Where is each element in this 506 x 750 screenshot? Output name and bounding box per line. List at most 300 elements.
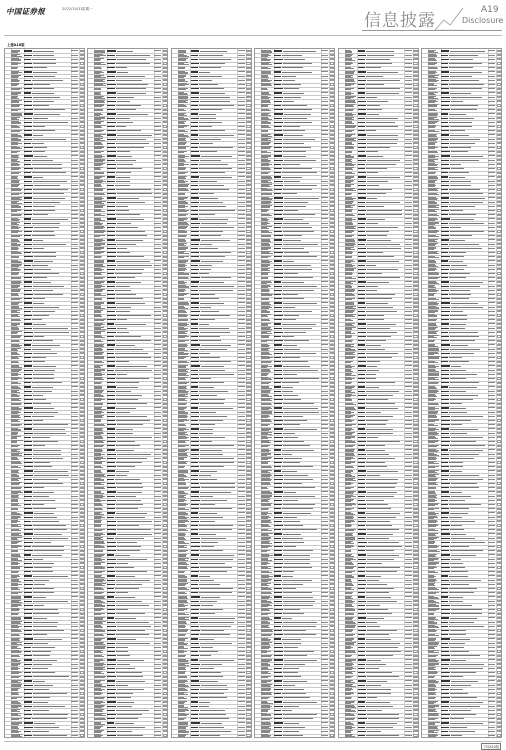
announcement-type-cell	[274, 571, 282, 572]
page-ref-cell	[80, 596, 85, 598]
date-cell	[238, 227, 245, 228]
fund-name-cell	[345, 318, 357, 321]
page-ref-cell	[330, 730, 335, 732]
page-ref-cell	[163, 117, 168, 119]
announcement-type-cell	[274, 416, 282, 417]
announcement-type-cell	[358, 622, 365, 623]
announcement-title-cell	[34, 550, 64, 551]
announcement-type-cell	[358, 113, 366, 114]
announcement-title-cell	[284, 198, 319, 199]
date-cell	[154, 500, 161, 501]
fund-name-cell	[11, 495, 23, 498]
page-ref-cell	[163, 709, 168, 711]
fund-name-cell	[345, 247, 357, 250]
announcement-type-cell	[191, 546, 200, 547]
fund-name-cell	[261, 184, 273, 187]
fund-name-cell	[345, 532, 357, 535]
announcement-title-cell	[199, 660, 234, 661]
announcement-title-cell	[199, 391, 228, 392]
page-ref-cell	[80, 445, 85, 447]
page-ref-cell	[330, 230, 335, 232]
fund-name-cell	[11, 679, 23, 682]
announcement-title-cell	[199, 67, 221, 68]
announcement-title-cell	[282, 105, 307, 106]
fund-name-cell	[94, 503, 106, 506]
fund-name-cell	[345, 129, 357, 132]
date-cell	[154, 227, 161, 228]
page-ref-cell	[163, 415, 168, 417]
announcement-title-cell	[283, 630, 305, 631]
announcement-title-cell	[367, 676, 399, 677]
announcement-title-cell	[199, 84, 218, 85]
fund-name-cell	[261, 175, 273, 178]
announcement-type-cell	[191, 609, 199, 610]
date-cell	[154, 487, 161, 488]
date-cell	[238, 210, 245, 211]
fund-name-cell	[11, 457, 23, 460]
page-ref-cell	[246, 604, 251, 606]
fund-name-cell	[11, 100, 23, 103]
date-cell	[154, 256, 161, 257]
announcement-title-cell	[32, 160, 53, 161]
page-ref-cell	[80, 646, 85, 648]
announcement-type-cell	[441, 67, 448, 68]
announcement-type-cell	[274, 244, 282, 245]
fund-name-cell	[94, 360, 106, 363]
fund-name-cell	[345, 213, 357, 216]
announcement-type-cell	[191, 164, 199, 165]
fund-name-cell	[261, 406, 273, 409]
announcement-type-cell	[274, 340, 283, 341]
page-ref-cell	[80, 524, 85, 526]
announcement-type-cell	[358, 256, 366, 257]
fund-name-cell	[261, 583, 273, 586]
fund-name-cell	[345, 171, 357, 174]
page-ref-cell	[246, 159, 251, 161]
fund-name-cell	[261, 394, 273, 397]
page-ref-cell	[246, 394, 251, 396]
date-cell	[238, 626, 245, 627]
announcement-title-cell	[367, 433, 392, 434]
page-ref-cell	[80, 113, 85, 115]
announcement-title-cell	[201, 311, 220, 312]
fund-name-cell	[261, 591, 273, 594]
date-cell	[71, 80, 78, 81]
page-ref-cell	[163, 726, 168, 728]
date-cell	[321, 134, 328, 135]
date-cell	[238, 50, 245, 51]
fund-name-cell	[94, 654, 106, 657]
fund-name-cell	[94, 138, 106, 141]
fund-name-cell	[178, 142, 190, 145]
announcement-type-cell	[107, 63, 115, 64]
announcement-type-cell	[191, 601, 200, 602]
announcement-type-cell	[191, 697, 198, 698]
announcement-type-cell	[191, 286, 198, 287]
announcement-type-cell	[107, 487, 115, 488]
announcement-type-cell	[107, 622, 115, 623]
page-ref-cell	[163, 734, 168, 736]
page-ref-cell	[413, 377, 418, 379]
fund-name-cell	[11, 579, 23, 582]
announcement-type-cell	[191, 441, 199, 442]
page-ref-cell	[497, 54, 502, 56]
date-cell	[154, 84, 161, 85]
fund-name-cell	[94, 49, 106, 52]
fund-name-cell	[11, 591, 23, 594]
fund-name-cell	[11, 196, 23, 199]
fund-name-cell	[94, 486, 106, 489]
date-cell	[71, 689, 78, 690]
announcement-title-cell	[33, 525, 65, 526]
announcement-type-cell	[274, 559, 283, 560]
announcement-title-cell	[366, 84, 384, 85]
announcement-title-cell	[282, 710, 292, 711]
date-cell	[238, 731, 245, 732]
announcement-title-cell	[33, 601, 68, 602]
announcement-type-cell	[24, 634, 32, 635]
page-ref-cell	[246, 323, 251, 325]
announcement-type-cell	[358, 391, 365, 392]
fund-name-cell	[11, 507, 23, 510]
page-ref-cell	[163, 655, 168, 657]
fund-name-cell	[94, 167, 106, 170]
announcement-title-cell	[115, 479, 139, 480]
page-ref-cell	[330, 146, 335, 148]
fund-name-cell	[94, 612, 106, 615]
date-cell	[405, 731, 412, 732]
fund-name-cell	[11, 360, 23, 363]
announcement-title-cell	[283, 231, 314, 232]
fund-name-cell	[11, 503, 23, 506]
page-ref-cell	[80, 474, 85, 476]
fund-name-cell	[178, 369, 190, 372]
fund-name-cell	[94, 633, 106, 636]
date-cell	[405, 130, 412, 131]
announcement-type-cell	[358, 580, 366, 581]
fund-name-cell	[94, 692, 106, 695]
date-cell	[154, 550, 161, 551]
announcement-type-cell	[274, 361, 281, 362]
fund-name-cell	[345, 591, 357, 594]
fund-name-cell	[345, 705, 357, 708]
date-cell	[405, 483, 412, 484]
announcement-type-cell	[107, 643, 114, 644]
fund-name-cell	[261, 411, 273, 414]
announcement-type-cell	[274, 433, 281, 434]
date-cell	[405, 340, 412, 341]
announcement-type-cell	[191, 626, 199, 627]
announcement-type-cell	[274, 475, 282, 476]
fund-name-cell	[11, 70, 23, 73]
announcement-type-cell	[358, 546, 366, 547]
page-ref-cell	[246, 319, 251, 321]
announcement-type-cell	[358, 655, 365, 656]
announcement-title-cell	[367, 189, 392, 190]
fund-name-cell	[11, 499, 23, 502]
page-ref-cell	[163, 134, 168, 136]
announcement-type-cell	[107, 113, 115, 114]
page-ref-cell	[246, 54, 251, 56]
announcement-type-cell	[24, 382, 31, 383]
announcement-type-cell	[358, 525, 365, 526]
fund-name-cell	[94, 621, 106, 624]
announcement-type-cell	[107, 122, 116, 123]
announcement-title-cell	[367, 282, 389, 283]
fund-name-cell	[94, 364, 106, 367]
announcement-type-cell	[274, 441, 282, 442]
page-ref-cell	[246, 356, 251, 358]
page-ref-cell	[246, 386, 251, 388]
announcement-title-cell	[367, 584, 387, 585]
date-cell	[154, 491, 161, 492]
date-cell	[71, 424, 78, 425]
announcement-type-cell	[441, 71, 449, 72]
fund-name-cell	[178, 356, 190, 359]
date-cell	[321, 206, 328, 207]
fund-name-cell	[345, 486, 357, 489]
date-cell	[71, 298, 78, 299]
page-ref-cell	[163, 680, 168, 682]
announcement-title-cell	[366, 668, 379, 669]
fund-name-cell	[11, 343, 23, 346]
fund-name-cell	[261, 432, 273, 435]
announcement-type-cell	[191, 550, 200, 551]
announcement-type-cell	[107, 197, 116, 198]
announcement-title-cell	[366, 466, 387, 467]
page-ref-cell	[413, 478, 418, 480]
fund-name-cell	[94, 591, 106, 594]
announcement-title-cell	[117, 735, 143, 736]
fund-name-cell	[94, 461, 106, 464]
page-ref-cell	[163, 121, 168, 123]
fund-name-cell	[178, 175, 190, 178]
announcement-title-cell	[33, 328, 68, 329]
announcement-title-cell	[199, 618, 235, 619]
page-ref-cell	[330, 533, 335, 535]
announcement-type-cell	[107, 235, 115, 236]
page-ref-cell	[330, 79, 335, 81]
announcement-title-cell	[284, 412, 319, 413]
page-ref-cell	[246, 344, 251, 346]
page-ref-cell	[246, 104, 251, 106]
announcement-title-cell	[284, 59, 305, 60]
fund-name-cell	[94, 175, 106, 178]
date-cell	[154, 458, 161, 459]
announcement-title-cell	[115, 588, 138, 589]
page-ref-cell	[163, 285, 168, 287]
date-cell	[405, 210, 412, 211]
page-ref-cell	[163, 218, 168, 220]
announcement-title-cell	[34, 156, 48, 157]
fund-name-cell	[94, 465, 106, 468]
announcement-type-cell	[191, 202, 199, 203]
announcement-title-cell	[201, 500, 228, 501]
page-ref-cell	[413, 319, 418, 321]
announcement-type-cell	[274, 727, 281, 728]
page-ref-cell	[246, 495, 251, 497]
date-cell	[154, 151, 161, 152]
announcement-title-cell	[201, 487, 235, 488]
page-ref-cell	[330, 386, 335, 388]
page-ref-cell	[246, 440, 251, 442]
date-cell	[321, 265, 328, 266]
date-cell	[238, 214, 245, 215]
announcement-title-cell	[33, 361, 46, 362]
page-ref-cell	[330, 734, 335, 736]
announcement-title-cell	[117, 403, 147, 404]
announcement-type-cell	[24, 428, 32, 429]
date-cell	[154, 374, 161, 375]
page-ref-cell	[413, 600, 418, 602]
date-cell	[321, 311, 328, 312]
page-ref-cell	[413, 659, 418, 661]
announcement-type-cell	[191, 580, 199, 581]
page-ref-cell	[330, 524, 335, 526]
announcement-title-cell	[366, 403, 395, 404]
page-ref-cell	[413, 201, 418, 203]
announcement-title-cell	[201, 597, 220, 598]
fund-name-cell	[261, 70, 273, 73]
announcement-title-cell	[33, 634, 48, 635]
date-cell	[405, 374, 412, 375]
announcement-title-cell	[34, 639, 62, 640]
fund-name-cell	[94, 75, 106, 78]
announcement-title-cell	[367, 613, 391, 614]
fund-name-cell	[178, 264, 190, 267]
fund-name-cell	[178, 604, 190, 607]
fund-name-cell	[11, 612, 23, 615]
date-cell	[238, 433, 245, 434]
page-ref-cell	[163, 260, 168, 262]
announcement-title-cell	[33, 613, 60, 614]
page-ref-cell	[80, 104, 85, 106]
page-ref-cell	[413, 407, 418, 409]
announcement-type-cell	[191, 412, 199, 413]
fund-name-cell	[178, 549, 190, 552]
page-ref-cell	[413, 104, 418, 106]
page-ref-cell	[330, 638, 335, 640]
announcement-title-cell	[283, 534, 302, 535]
announcement-type-cell	[191, 710, 200, 711]
announcement-title-cell	[33, 198, 64, 199]
announcement-title-cell	[200, 681, 218, 682]
announcement-type-cell	[441, 50, 449, 51]
fund-name-cell	[261, 314, 273, 317]
announcement-title-cell	[283, 395, 298, 396]
page-ref-cell	[163, 617, 168, 619]
fund-name-cell	[345, 516, 357, 519]
announcement-title-cell	[367, 534, 393, 535]
fund-name-cell	[345, 465, 357, 468]
announcement-title-cell	[32, 252, 56, 253]
announcement-type-cell	[24, 710, 31, 711]
announcement-title-cell	[366, 303, 388, 304]
fund-name-cell	[11, 373, 23, 376]
announcement-type-cell	[274, 529, 281, 530]
page-ref-cell	[246, 436, 251, 438]
date-cell	[405, 630, 412, 631]
date-cell	[154, 655, 161, 656]
page-ref-cell	[413, 457, 418, 459]
announcement-title-cell	[33, 51, 55, 52]
announcement-type-cell	[358, 265, 365, 266]
fund-name-cell	[261, 427, 273, 430]
date-cell	[71, 374, 78, 375]
announcement-type-cell	[24, 462, 33, 463]
page-ref-cell	[413, 403, 418, 405]
announcement-title-cell	[366, 609, 388, 610]
date-cell	[321, 130, 328, 131]
fund-name-cell	[11, 226, 23, 229]
announcement-type-cell	[107, 126, 114, 127]
fund-name-cell	[94, 671, 106, 674]
announcement-type-cell	[274, 584, 281, 585]
fund-name-cell	[261, 402, 273, 405]
page-ref-cell	[246, 713, 251, 715]
announcement-title-cell	[367, 101, 389, 102]
announcement-type-cell	[24, 344, 31, 345]
announcement-title-cell	[117, 147, 144, 148]
announcement-type-cell	[191, 315, 199, 316]
announcement-type-cell	[358, 416, 366, 417]
announcement-title-cell	[282, 529, 317, 530]
announcement-title-cell	[33, 126, 45, 127]
announcement-title-cell	[366, 88, 400, 89]
date-cell	[71, 462, 78, 463]
date-cell	[154, 126, 161, 127]
page-ref-cell	[413, 516, 418, 518]
date-cell	[238, 538, 245, 539]
page-ref-cell	[163, 62, 168, 64]
page-ref-cell	[163, 209, 168, 211]
page-ref-cell	[80, 302, 85, 304]
fund-name-cell	[11, 104, 23, 107]
announcement-title-cell	[32, 672, 55, 673]
page-ref-cell	[246, 499, 251, 501]
announcement-title-cell	[284, 185, 317, 186]
fund-name-cell	[261, 667, 273, 670]
announcement-title-cell	[367, 80, 400, 81]
announcement-type-cell	[107, 302, 115, 303]
announcement-type-cell	[358, 193, 366, 194]
date-cell	[71, 357, 78, 358]
announcement-type-cell	[24, 399, 33, 400]
fund-name-cell	[11, 171, 23, 174]
announcement-type-cell	[191, 181, 198, 182]
announcement-title-cell	[33, 315, 49, 316]
announcement-type-cell	[274, 122, 283, 123]
announcement-title-cell	[366, 450, 385, 451]
page-ref-cell	[246, 398, 251, 400]
page-ref-cell	[413, 382, 418, 384]
date-cell	[154, 542, 161, 543]
page-ref-cell	[330, 663, 335, 665]
announcement-title-cell	[115, 517, 145, 518]
fund-name-cell	[428, 58, 440, 61]
table-column	[4, 48, 85, 738]
fund-name-cell	[345, 537, 357, 540]
fund-name-cell	[11, 398, 23, 401]
date-cell	[154, 601, 161, 602]
page-ref-cell	[80, 361, 85, 363]
announcement-title-cell	[33, 324, 46, 325]
announcement-title-cell	[282, 84, 300, 85]
announcement-title-cell	[34, 370, 56, 371]
date-cell	[321, 319, 328, 320]
fund-name-cell	[11, 650, 23, 653]
announcement-title-cell	[34, 109, 66, 110]
